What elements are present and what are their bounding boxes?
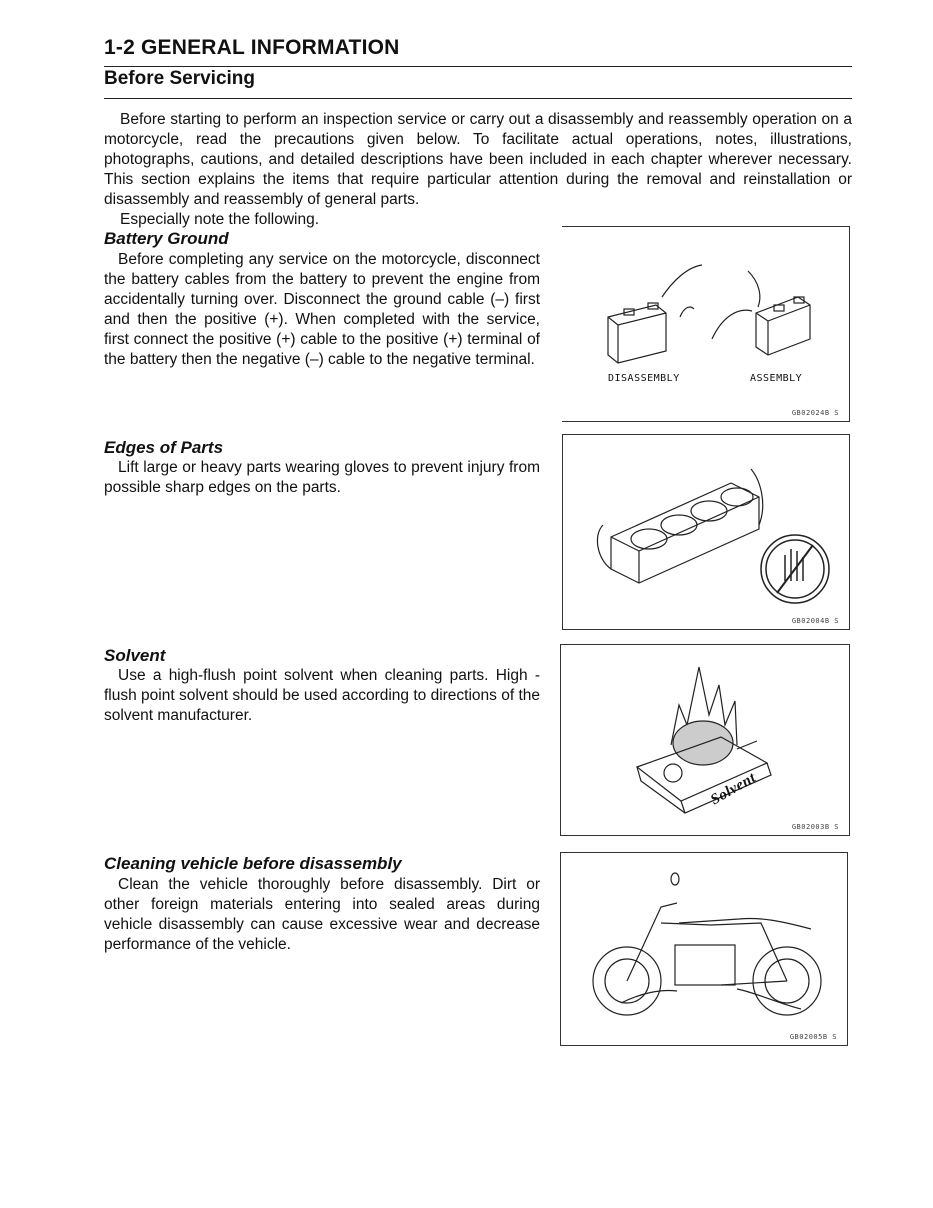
edges-figure — [562, 434, 850, 630]
intro-paragraph: Before starting to perform an inspection service or carry out a disassembly and reassembly operation on a motorcycle, read the precautions given below. To facilitate actual operations, notes, illustrations, photographs, cautions, and detailed descriptions have been included in each chapter wherever necessary. This section explains the items that require particular attention during the removal and reinstallation or disassembly and reassembly of general parts. — [104, 111, 852, 208]
solvent-text: Use a high-flush point solvent when cleaning parts. High -flush point solvent should be used according to directions of the solvent manufacturer. — [104, 667, 540, 724]
battery-figure — [562, 226, 850, 422]
edges-heading: Edges of Parts — [104, 438, 224, 457]
no-bare-hands-icon — [761, 535, 829, 603]
solvent-label: Solvent — [708, 769, 759, 809]
figure-label-disassembly: DISASSEMBLY — [608, 373, 680, 384]
solvent-figure — [560, 644, 850, 836]
motorcycle-drawing — [593, 873, 821, 1015]
edges-text-block — [104, 458, 540, 498]
figure-label-assembly: ASSEMBLY — [750, 373, 803, 384]
solvent-heading: Solvent — [104, 646, 166, 665]
figure-code: GB02024B S — [791, 409, 839, 417]
battery-illustration — [562, 227, 850, 423]
battery-ground-heading: Battery Ground — [104, 229, 229, 248]
edges-text: Lift large or heavy parts wearing gloves to prevent injury from possible sharp edges on the parts. — [104, 459, 540, 496]
battery-right-drawing — [712, 271, 810, 355]
battery-left-drawing — [608, 265, 702, 363]
intro-note: Especially note the following. — [120, 211, 320, 228]
edges-illustration — [563, 435, 851, 631]
page-title: 1-2 GENERAL INFORMATION — [104, 36, 400, 59]
section-title: Before Servicing — [104, 68, 255, 89]
battery-ground-text-block — [104, 250, 540, 370]
header-rule — [104, 66, 852, 67]
cleaning-heading: Cleaning vehicle before disassembly — [104, 854, 402, 873]
figure-code: GB02003B S — [791, 823, 839, 831]
solvent-illustration — [561, 645, 851, 837]
cylinder-block-drawing — [597, 469, 762, 583]
flame-drawing — [671, 667, 737, 765]
solvent-text-block — [104, 666, 540, 726]
cleaning-text-block — [104, 875, 540, 955]
cleaning-figure — [560, 852, 848, 1046]
section-rule — [104, 98, 852, 99]
cleaning-text: Clean the vehicle thoroughly before disassembly. Dirt or other foreign materials entering into sealed areas during vehicle disassembly can cause excessive wear and decrease performance of the vehicle. — [104, 876, 540, 953]
motorcycle-illustration — [561, 853, 849, 1047]
intro — [104, 110, 852, 230]
battery-ground-text: Before completing any service on the motorcycle, disconnect the battery cables from the battery to prevent the engine from accidentally turning over. Disconnect the ground cable (–) first and then the positive (+). When completed with the service, first connect the positive (+) cable to the positive (+) terminal of the battery then the negative (–) cable to the negative terminal. — [104, 251, 540, 368]
figure-code: GB02005B S — [789, 1033, 837, 1041]
figure-code: GB02004B S — [791, 617, 839, 625]
